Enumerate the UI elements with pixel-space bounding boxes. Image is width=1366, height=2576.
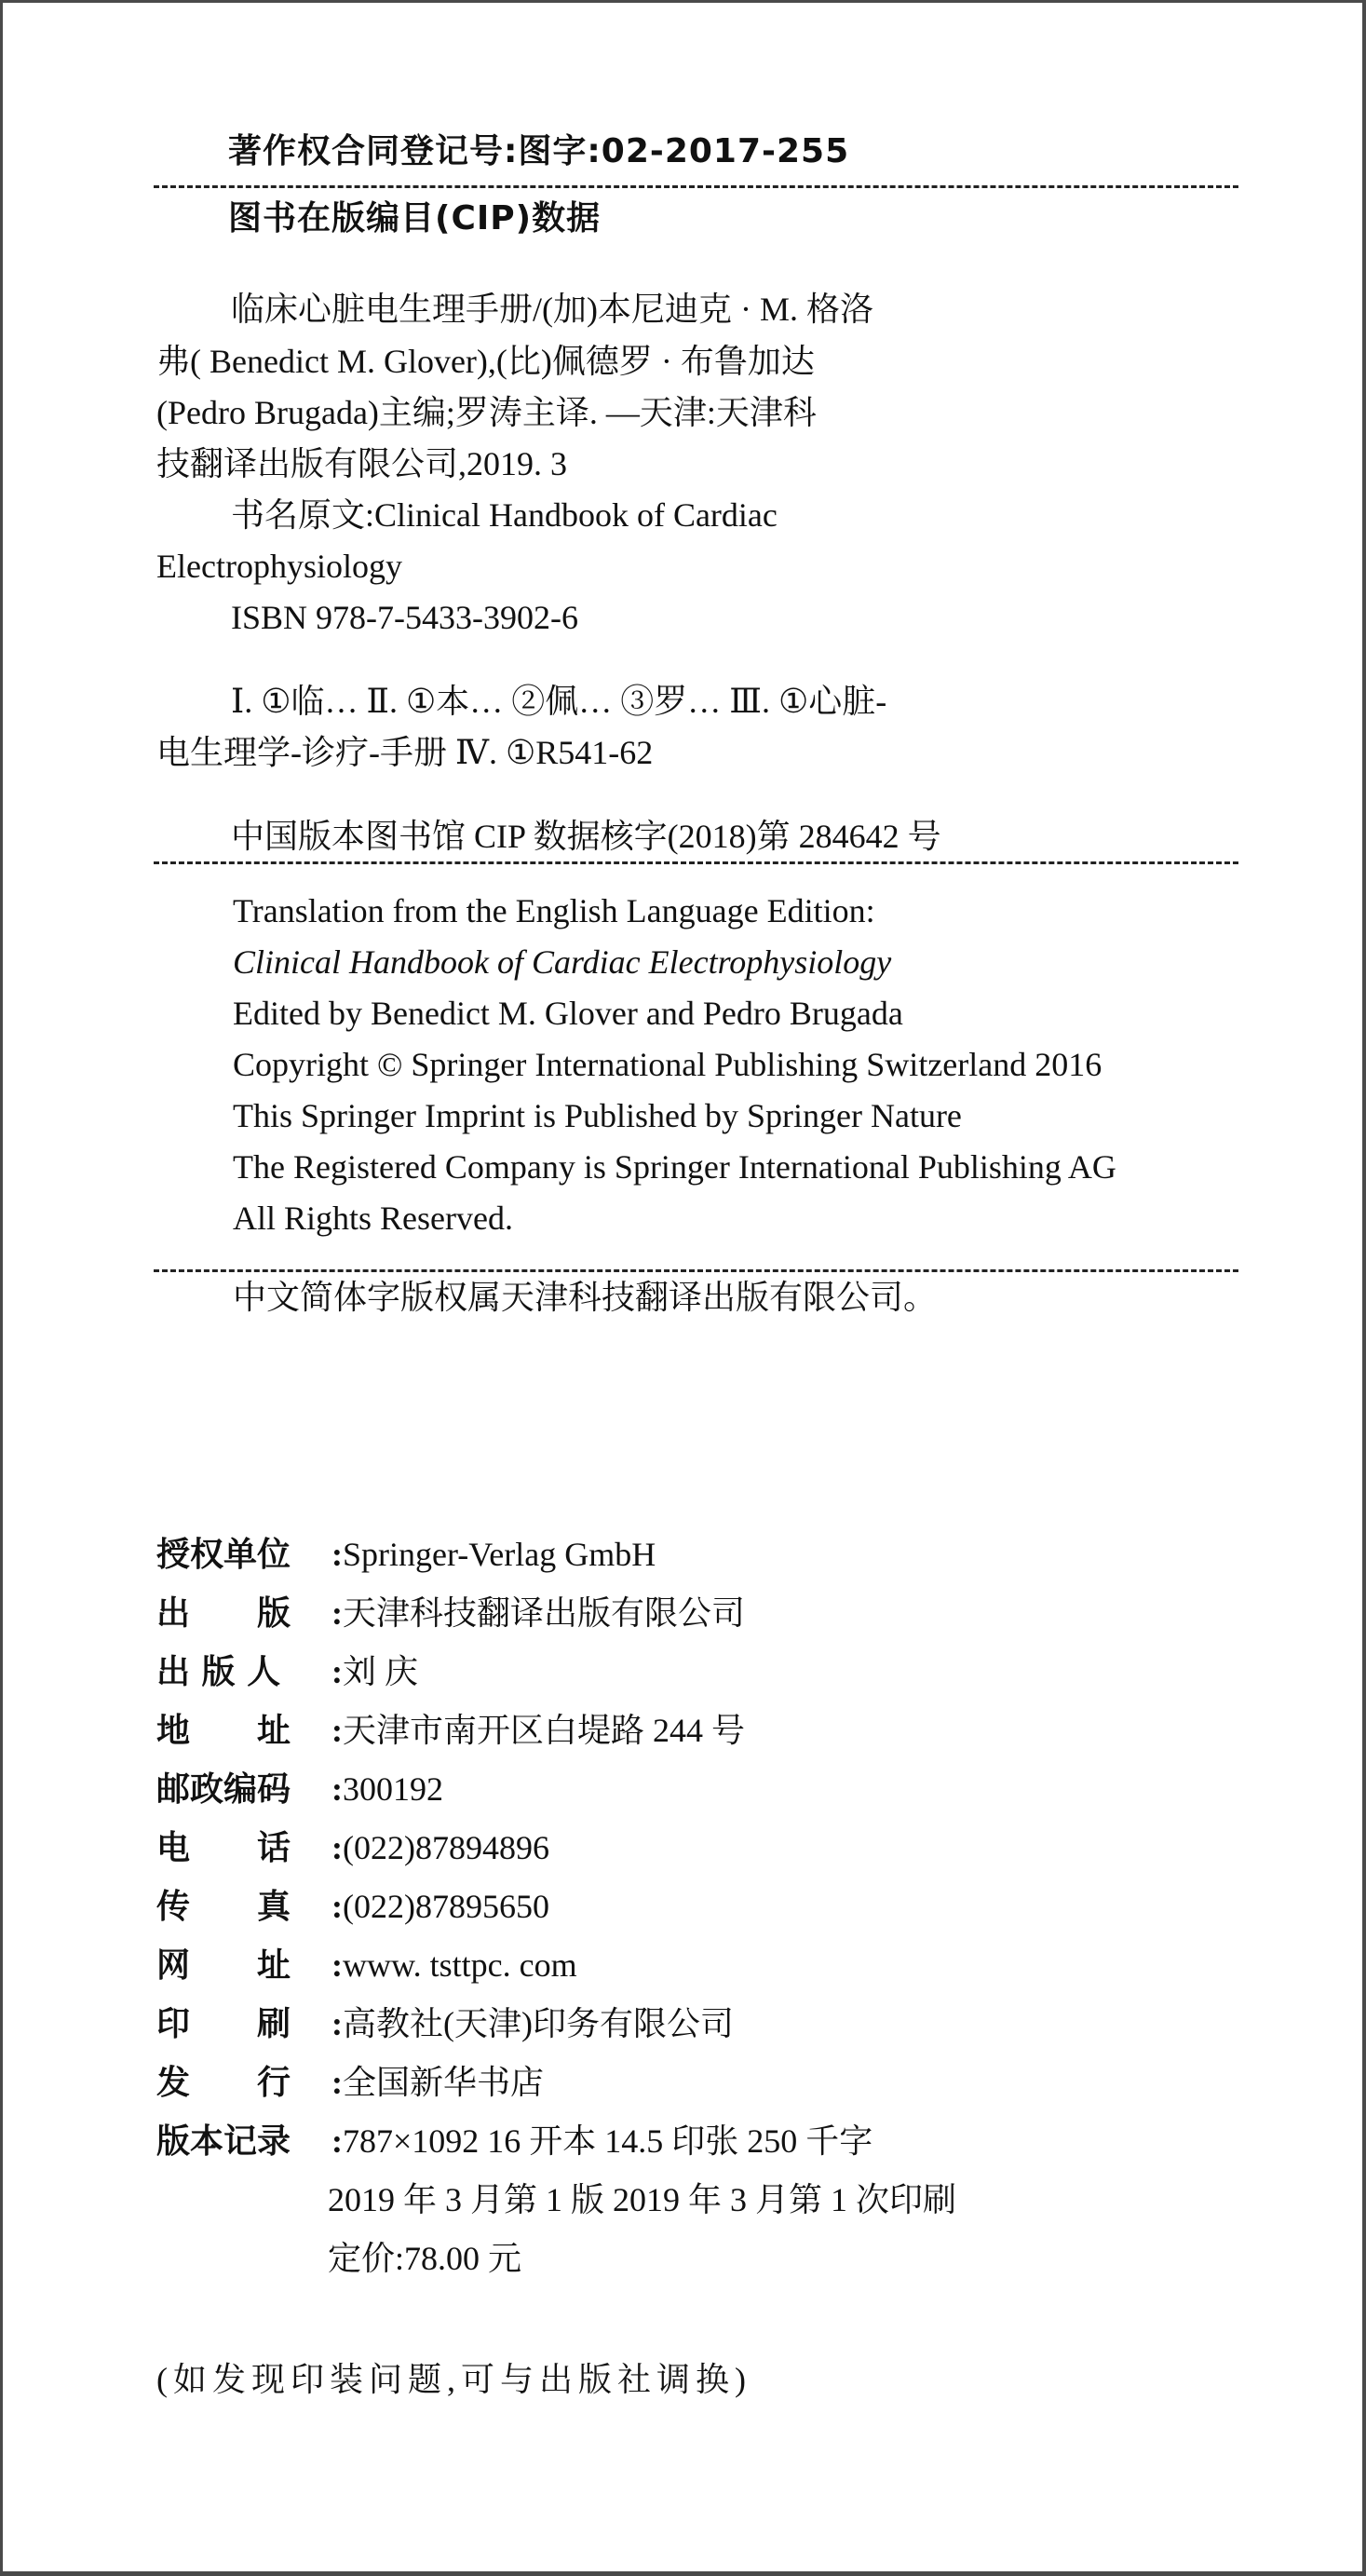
cip-line-4: 技翻译出版有限公司,2019. 3 (156, 445, 568, 482)
cip-original-title-cont: Electrophysiology (156, 548, 402, 585)
info-value: 全国新华书店 (343, 2064, 545, 2101)
info-value: 300192 (343, 1770, 443, 1808)
info-value: 天津科技翻译出版有限公司 (343, 1594, 746, 1632)
info-label: 出 版 人 (156, 1653, 281, 1691)
footer-note: (如发现印装问题,可与出版社调换) (156, 2361, 751, 2398)
isbn: ISBN 978-7-5433-3902-6 (231, 599, 578, 636)
info-row-address: 地 址 :天津市南开区白堤路 244 号 (156, 1712, 746, 1750)
info-row-edition-record: 版本记录 :787×1092 16 开本 14.5 印张 250 千字 (156, 2122, 873, 2161)
original-title-italic: Clinical Handbook of Cardiac Electrophysiology (233, 943, 892, 981)
translation-line-1: Translation from the English Language Edition: (233, 892, 875, 929)
cip-line-1: 临床心脏电生理手册/(加)本尼迪克 · M. 格洛 (231, 291, 873, 328)
info-label: 网 址 (156, 1946, 291, 1985)
info-row-licensor: 授权单位 :Springer-Verlag GmbH (156, 1536, 656, 1574)
price-line: 定价:78.00 元 (328, 2240, 522, 2277)
registered-company-line: The Registered Company is Springer International Publishing AG (233, 1148, 1116, 1186)
info-row-postal-code: 邮政编码 :300192 (156, 1770, 443, 1809)
copyright-registration-number: 著作权合同登记号:图字:02-2017-255 (228, 132, 850, 170)
info-value: (022)87894896 (343, 1829, 549, 1866)
cip-heading: 图书在版编目(CIP)数据 (228, 199, 602, 237)
info-row-fax: 传 真 :(022)87895650 (156, 1888, 549, 1926)
info-row-website: 网 址 :www. tsttpc. com (156, 1946, 577, 1985)
info-value: 787×1092 16 开本 14.5 印张 250 千字 (343, 2122, 873, 2160)
info-label: 印 刷 (156, 2005, 291, 2043)
info-row-printer: 印 刷 :高教社(天津)印务有限公司 (156, 2005, 734, 2043)
info-value: 天津市南开区白堤路 244 号 (343, 1712, 746, 1749)
imprint-line: This Springer Imprint is Published by Springer Nature (233, 1097, 962, 1134)
cip-line-2: 弗( Benedict M. Glover),(比)佩德罗 · 布鲁加达 (156, 343, 815, 380)
cip-data-number: 中国版本图书馆 CIP 数据核字(2018)第 284642 号 (231, 818, 941, 855)
all-rights-line: All Rights Reserved. (233, 1200, 513, 1237)
info-row-phone: 电 话 :(022)87894896 (156, 1829, 549, 1867)
edition-printing-line: 2019 年 3 月第 1 版 2019 年 3 月第 1 次印刷 (328, 2181, 957, 2218)
info-label: 发 行 (156, 2064, 291, 2102)
info-row-distributor: 发 行 :全国新华书店 (156, 2064, 545, 2102)
classification-line-2: 电生理学-诊疗-手册 Ⅳ. ①R541-62 (156, 734, 654, 771)
rights-statement: 中文简体字版权属天津科技翻译出版有限公司。 (233, 1279, 938, 1316)
website-link[interactable]: www. tsttpc. com (343, 1946, 577, 1984)
divider-middle (154, 861, 1238, 864)
divider-bottom (154, 1269, 1238, 1272)
divider-top (154, 185, 1238, 188)
info-value: (022)87895650 (343, 1888, 549, 1925)
info-value: 刘 庆 (343, 1653, 419, 1690)
cip-original-title: 书名原文:Clinical Handbook of Cardiac (231, 496, 778, 534)
info-label: 电 话 (156, 1829, 291, 1867)
cip-line-3: (Pedro Brugada)主编;罗涛主译. —天津:天津科 (156, 394, 817, 431)
info-label: 版本记录 (156, 2122, 291, 2161)
info-row-publisher: 出 版 :天津科技翻译出版有限公司 (156, 1594, 746, 1633)
info-row-publisher-person: 出 版 人 :刘 庆 (156, 1653, 419, 1691)
info-label: 邮政编码 (156, 1770, 291, 1809)
info-label: 地 址 (156, 1712, 291, 1750)
copyright-line: Copyright © Springer International Publishing Switzerland 2016 (233, 1046, 1102, 1083)
info-value: 高教社(天津)印务有限公司 (343, 2005, 734, 2042)
info-label: 出 版 (156, 1594, 291, 1633)
info-label: 传 真 (156, 1888, 291, 1926)
info-label: 授权单位 (156, 1536, 291, 1574)
editors-line: Edited by Benedict M. Glover and Pedro Brugada (233, 995, 903, 1032)
classification-line-1: Ⅰ. ①临… Ⅱ. ①本… ②佩… ③罗… Ⅲ. ①心脏- (231, 683, 887, 720)
info-value: Springer-Verlag GmbH (343, 1536, 656, 1573)
